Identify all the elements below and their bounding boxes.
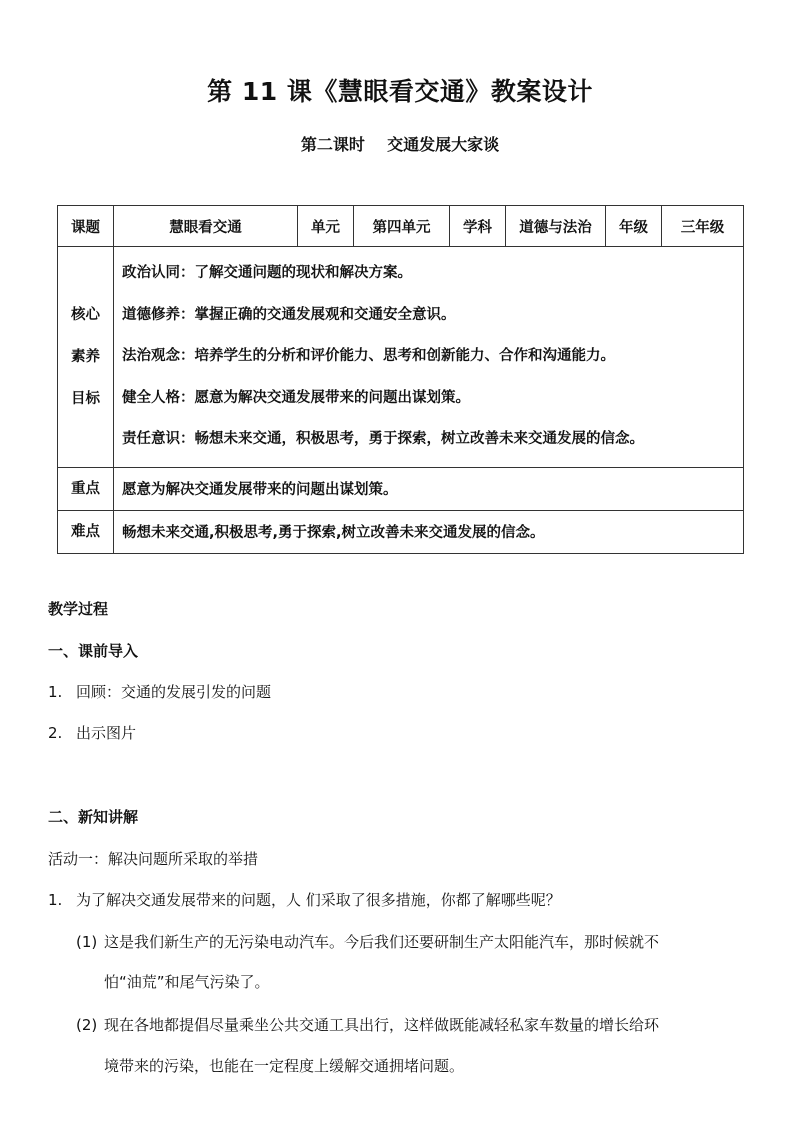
difficulty-value: 畅想未来交通,积极思考,勇于探索,树立改善未来交通发展的信念。: [114, 510, 744, 553]
sub-item-2-line-2: 境带来的污染，也能在一定程度上缓解交通拥堵问题。: [104, 1057, 465, 1075]
grade-label: 年级: [606, 206, 662, 247]
process-heading: 教学过程: [48, 600, 109, 618]
key-point-value: 愿意为解决交通发展带来的问题出谋划策。: [114, 467, 744, 510]
list-number: 1.: [48, 891, 63, 909]
list-item: [48, 889, 561, 910]
section1-heading: 一、课前导入: [48, 642, 139, 660]
grade-value: 三年级: [662, 206, 744, 247]
list-text: 出示图片: [76, 724, 137, 742]
goal-item: 健全人格：愿意为解决交通发展带来的问题出谋划策。: [122, 389, 470, 406]
difficulty-label: 难点: [58, 510, 114, 553]
lesson-plan-table: [57, 205, 744, 554]
sub-item-text: 现在各地都提倡尽量乘坐公共交通工具出行，这样做既能减轻私家车数量的增长给环: [104, 1016, 660, 1034]
subject-label: 学科: [450, 206, 506, 247]
key-point-row: [58, 467, 744, 510]
goal-item: 责任意识：畅想未来交通，积极思考，勇于探索，树立改善未来交通发展的信念。: [122, 431, 644, 447]
topic-label: 课题: [58, 206, 114, 247]
sub-item-number: (2): [76, 1016, 98, 1034]
list-number: 1.: [48, 683, 63, 701]
list-text: 为了解决交通发展带来的问题，人 们采取了很多措施，你都了解哪些呢？: [76, 891, 561, 909]
subject-value: 道德与法治: [506, 206, 606, 247]
goal-item: 政治认同：了解交通问题的现状和解决方案。: [122, 265, 412, 281]
unit-label: 单元: [298, 206, 354, 247]
activity-title: 活动一：解决问题所采取的举措: [48, 850, 259, 868]
section2-heading: 二、新知讲解: [48, 808, 139, 826]
list-text: 回顾：交通的发展引发的问题: [76, 683, 272, 701]
sub-item-text: 这是我们新生产的无污染电动汽车。今后我们还要研制生产太阳能汽车，那时候就不: [104, 933, 660, 951]
list-item: [48, 681, 271, 702]
goals-content: [114, 247, 744, 468]
topic-value: 慧眼看交通: [114, 206, 298, 247]
table-header-row: [58, 206, 744, 247]
list-number: 2.: [48, 724, 63, 742]
unit-value: 第四单元: [354, 206, 450, 247]
sub-item-2-line-1: [76, 1014, 659, 1035]
sub-item-number: (1): [76, 933, 98, 951]
key-point-label: 重点: [58, 467, 114, 510]
goal-item: 道德修养：掌握正确的交通发展观和交通安全意识。: [122, 306, 456, 323]
list-item: [48, 722, 136, 743]
difficulty-row: [58, 510, 744, 553]
goals-row: [58, 247, 744, 468]
page-subtitle: 第二课时 交通发展大家谈: [300, 135, 500, 154]
sub-item-1-line-1: [76, 931, 659, 952]
sub-item-1-line-2: 怕“油荒”和尾气污染了。: [104, 973, 270, 991]
goals-label: 核心 素养 目标: [58, 247, 114, 468]
page-title: 第 11 课《慧眼看交通》教案设计: [207, 77, 593, 106]
goal-item: 法治观念：培养学生的分析和评价能力、思考和创新能力、合作和沟通能力。: [122, 348, 615, 364]
